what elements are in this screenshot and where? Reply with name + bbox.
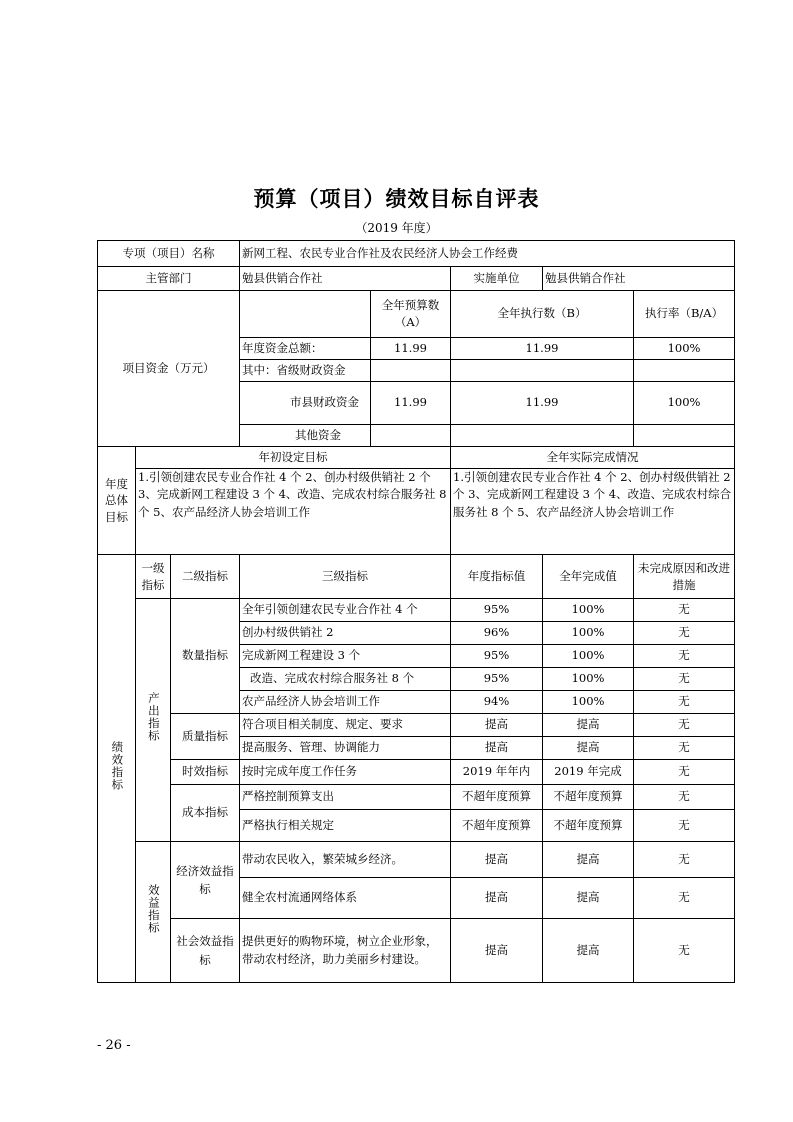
funds-row-budget: 11.99 bbox=[371, 338, 451, 360]
table-row bbox=[98, 919, 735, 983]
indicator-reason: 无 bbox=[634, 878, 735, 919]
goals-set-header: 年初设定目标 bbox=[136, 447, 451, 469]
indicator-target: 95% bbox=[451, 599, 543, 622]
indicator-target: 提高 bbox=[451, 842, 543, 878]
economic-label: 经济效益指标 bbox=[171, 842, 240, 919]
goals-done-text: 1.引领创建农民专业合作社 4 个 2、创办村级供销社 2 个 3、完成新网工程建设 3 个 4、改造、完成农村综合服务社 8 个 5、农产品经济人协会培训工作 bbox=[451, 469, 735, 555]
indicator-target: 94% bbox=[451, 691, 543, 714]
header-level1: 一级指标 bbox=[136, 555, 171, 599]
department-label: 主管部门 bbox=[98, 267, 240, 291]
page-title: 预算（项目）绩效目标自评表 bbox=[253, 187, 540, 211]
indicator-target: 提高 bbox=[451, 919, 543, 983]
indicator-target: 提高 bbox=[451, 737, 543, 760]
funds-row-exec: 11.99 bbox=[451, 338, 634, 360]
indicator-item: 全年引领创建农民专业合作社 4 个 bbox=[240, 599, 451, 622]
indicator-item: 提供更好的购物环境，树立企业形象，带动农村经济，助力美丽乡村建设。 bbox=[240, 919, 451, 983]
table-row bbox=[98, 842, 735, 878]
quantity-label: 数量指标 bbox=[171, 599, 240, 714]
indicator-item: 符合项目相关制度、规定、要求 bbox=[240, 714, 451, 737]
level1-benefit: 效益指标 bbox=[136, 842, 171, 983]
indicator-item: 带动农民收入，繁荣城乡经济。 bbox=[240, 842, 451, 878]
funds-row-name: 其中：省级财政资金 bbox=[240, 360, 371, 382]
table-row bbox=[98, 760, 735, 785]
indicator-actual: 不超年度预算 bbox=[543, 785, 634, 810]
indicator-item: 提高服务、管理、协调能力 bbox=[240, 737, 451, 760]
header-actual: 全年完成值 bbox=[543, 555, 634, 599]
indicator-reason: 无 bbox=[634, 645, 735, 668]
funds-row-budget bbox=[371, 425, 451, 447]
indicator-item: 农产品经济人协会培训工作 bbox=[240, 691, 451, 714]
impl-unit-value: 勉县供销合作社 bbox=[543, 267, 735, 291]
col-exec-header: 全年执行数（B） bbox=[451, 291, 634, 338]
indicator-item: 健全农村流通网络体系 bbox=[240, 878, 451, 919]
funds-row-exec bbox=[451, 425, 634, 447]
indicator-actual: 100% bbox=[543, 691, 634, 714]
indicator-target: 2019 年年内 bbox=[451, 760, 543, 785]
indicator-actual: 提高 bbox=[543, 842, 634, 878]
indicator-reason: 无 bbox=[634, 842, 735, 878]
indicator-target: 不超年度预算 bbox=[451, 785, 543, 810]
indicator-target: 提高 bbox=[451, 878, 543, 919]
funds-row-exec bbox=[451, 360, 634, 382]
indicator-reason: 无 bbox=[634, 760, 735, 785]
header-level2: 二级指标 bbox=[171, 555, 240, 599]
indicator-item: 创办村级供销社 2 bbox=[240, 622, 451, 645]
indicator-reason: 无 bbox=[634, 599, 735, 622]
indicator-reason: 无 bbox=[634, 785, 735, 810]
indicator-reason: 无 bbox=[634, 622, 735, 645]
goals-set-text: 1.引领创建农民专业合作社 4 个 2、创办村级供销社 2 个 3、完成新网工程建设 3 个 4、改造、完成农村综合服务社 8 个 5、农产品经济人协会培训工作 bbox=[136, 469, 451, 555]
indicator-target: 95% bbox=[451, 645, 543, 668]
indicator-actual: 提高 bbox=[543, 714, 634, 737]
indicator-actual: 100% bbox=[543, 668, 634, 691]
funds-row-name: 其他资金 bbox=[240, 425, 371, 447]
page-number: - 26 - bbox=[97, 1038, 131, 1053]
social-label: 社会效益指标 bbox=[171, 919, 240, 983]
table-row bbox=[98, 599, 735, 622]
project-name-label: 专项（项目）名称 bbox=[98, 241, 240, 267]
header-reason: 未完成原因和改进措施 bbox=[634, 555, 735, 599]
indicator-item: 改造、完成农村综合服务社 8 个 bbox=[240, 668, 451, 691]
indicator-reason: 无 bbox=[634, 737, 735, 760]
indicator-reason: 无 bbox=[634, 691, 735, 714]
indicator-target: 96% bbox=[451, 622, 543, 645]
indicator-actual: 100% bbox=[543, 645, 634, 668]
funds-row-budget: 11.99 bbox=[371, 382, 451, 425]
indicator-actual: 提高 bbox=[543, 919, 634, 983]
quality-label: 质量指标 bbox=[171, 714, 240, 760]
funds-row-rate: 100% bbox=[634, 382, 735, 425]
indicator-reason: 无 bbox=[634, 810, 735, 842]
col-rate-header: 执行率（B/A） bbox=[634, 291, 735, 338]
department-value: 勉县供销合作社 bbox=[240, 267, 451, 291]
goals-done-header: 全年实际完成情况 bbox=[451, 447, 735, 469]
project-name-value: 新网工程、农民专业合作社及农民经济人协会工作经费 bbox=[240, 241, 735, 267]
indicator-reason: 无 bbox=[634, 668, 735, 691]
cost-label: 成本指标 bbox=[171, 785, 240, 842]
header-target: 年度指标值 bbox=[451, 555, 543, 599]
col-budget-header: 全年预算数（A） bbox=[371, 291, 451, 338]
indicator-target: 不超年度预算 bbox=[451, 810, 543, 842]
indicator-actual: 100% bbox=[543, 599, 634, 622]
indicator-actual: 2019 年完成 bbox=[543, 760, 634, 785]
funds-row-name: 市县财政资金 bbox=[240, 382, 371, 425]
impl-unit-label: 实施单位 bbox=[451, 267, 543, 291]
indicator-reason: 无 bbox=[634, 714, 735, 737]
funds-row-rate bbox=[634, 425, 735, 447]
funds-row-exec: 11.99 bbox=[451, 382, 634, 425]
level1-output: 产出指标 bbox=[136, 599, 171, 842]
annual-goals-label: 年度总体目标 bbox=[98, 447, 136, 555]
indicator-actual: 提高 bbox=[543, 737, 634, 760]
funds-row-rate bbox=[634, 360, 735, 382]
funds-row-rate: 100% bbox=[634, 338, 735, 360]
indicator-item: 严格控制预算支出 bbox=[240, 785, 451, 810]
indicator-item: 严格执行相关规定 bbox=[240, 810, 451, 842]
indicator-reason: 无 bbox=[634, 919, 735, 983]
indicator-target: 提高 bbox=[451, 714, 543, 737]
year-subtitle: （2019 年度） bbox=[355, 221, 438, 235]
indicator-item: 按时完成年度工作任务 bbox=[240, 760, 451, 785]
header-level3: 三级指标 bbox=[240, 555, 451, 599]
funds-row-budget bbox=[371, 360, 451, 382]
timeliness-label: 时效指标 bbox=[171, 760, 240, 785]
performance-table bbox=[97, 240, 735, 983]
indicator-target: 95% bbox=[451, 668, 543, 691]
funds-row-name: 年度资金总额： bbox=[240, 338, 371, 360]
indicator-item: 完成新网工程建设 3 个 bbox=[240, 645, 451, 668]
indicator-actual: 100% bbox=[543, 622, 634, 645]
table-row bbox=[98, 785, 735, 810]
funds-label: 项目资金（万元） bbox=[98, 291, 240, 447]
table-row bbox=[98, 714, 735, 737]
perf-indicator-label: 绩效指标 bbox=[98, 555, 136, 983]
indicator-actual: 提高 bbox=[543, 878, 634, 919]
indicator-actual: 不超年度预算 bbox=[543, 810, 634, 842]
